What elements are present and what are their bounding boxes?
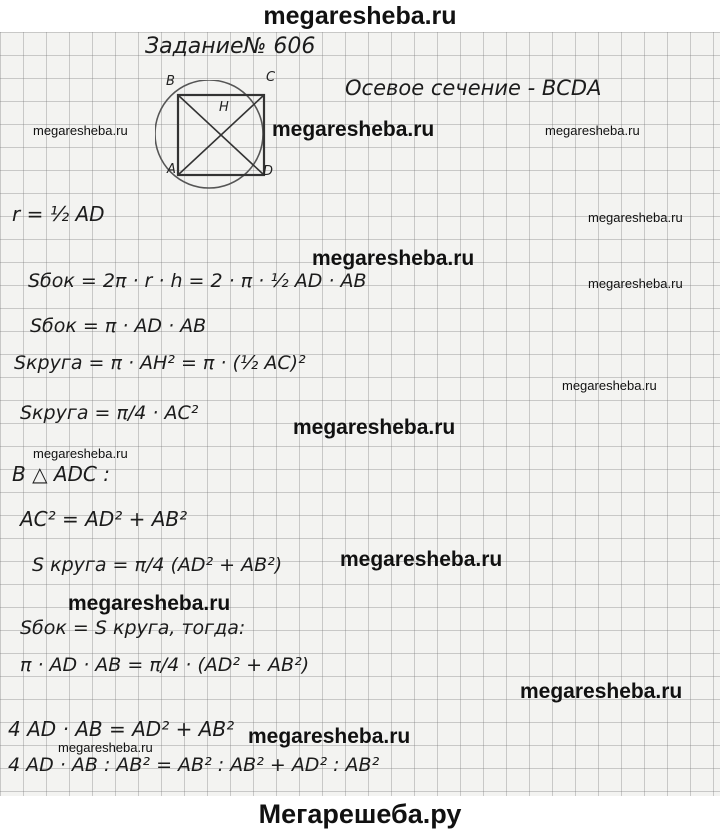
watermark: megaresheba.ru bbox=[588, 276, 683, 291]
watermark: megaresheba.ru bbox=[312, 247, 475, 270]
line-pythagoras: AC² = AD² + AB² bbox=[20, 507, 188, 531]
label-h: H bbox=[219, 100, 229, 115]
site-header: megaresheba.ru bbox=[263, 2, 457, 30]
watermark: megaresheba.ru bbox=[272, 118, 435, 141]
label-a: A bbox=[167, 162, 176, 177]
task-title: Задание№ 606 bbox=[145, 34, 316, 59]
axial-section-caption: Осевое сечение - BCDA bbox=[345, 76, 602, 100]
watermark: megaresheba.ru bbox=[520, 680, 683, 703]
line-s-kruga-2: Sкруга = π/4 · AC² bbox=[20, 402, 199, 424]
line-eq-2: 4 AD · AB = AD² + AB² bbox=[8, 717, 235, 741]
line-eq-1: π · AD · AB = π/4 · (AD² + AB²) bbox=[20, 654, 310, 676]
watermark: megaresheba.ru bbox=[68, 592, 231, 615]
watermark: megaresheba.ru bbox=[562, 378, 657, 393]
line-eq-3: 4 AD · AB : AB² = AB² : AB² + AD² : AB² bbox=[8, 754, 380, 776]
line-s-bok-1: Sбок = 2π · r · h = 2 · π · ½ AD · AB bbox=[28, 270, 367, 292]
watermark: megaresheba.ru bbox=[340, 548, 503, 571]
line-s-bok-2: Sбок = π · AD · AB bbox=[30, 315, 207, 337]
line-r: r = ½ AD bbox=[12, 202, 105, 226]
site-footer: Мегарешеба.ру bbox=[258, 799, 462, 829]
line-triangle: В △ ADC : bbox=[12, 462, 110, 486]
watermark: megaresheba.ru bbox=[588, 210, 683, 225]
watermark: megaresheba.ru bbox=[33, 123, 128, 138]
label-c: C bbox=[266, 70, 276, 85]
watermark: megaresheba.ru bbox=[58, 740, 153, 755]
watermark: megaresheba.ru bbox=[33, 446, 128, 461]
line-s-kruga-1: Sкруга = π · AH² = π · (½ AC)² bbox=[14, 352, 306, 374]
label-d: D bbox=[263, 164, 274, 179]
watermark: megaresheba.ru bbox=[248, 725, 411, 748]
watermark: megaresheba.ru bbox=[545, 123, 640, 138]
line-equal: Sбок = S круга, тогда: bbox=[20, 617, 246, 639]
label-b: B bbox=[166, 74, 175, 89]
watermark: megaresheba.ru bbox=[293, 416, 456, 439]
line-s-kruga-3: S круга = π/4 (AD² + AB²) bbox=[32, 554, 283, 576]
notebook-page bbox=[0, 32, 720, 796]
